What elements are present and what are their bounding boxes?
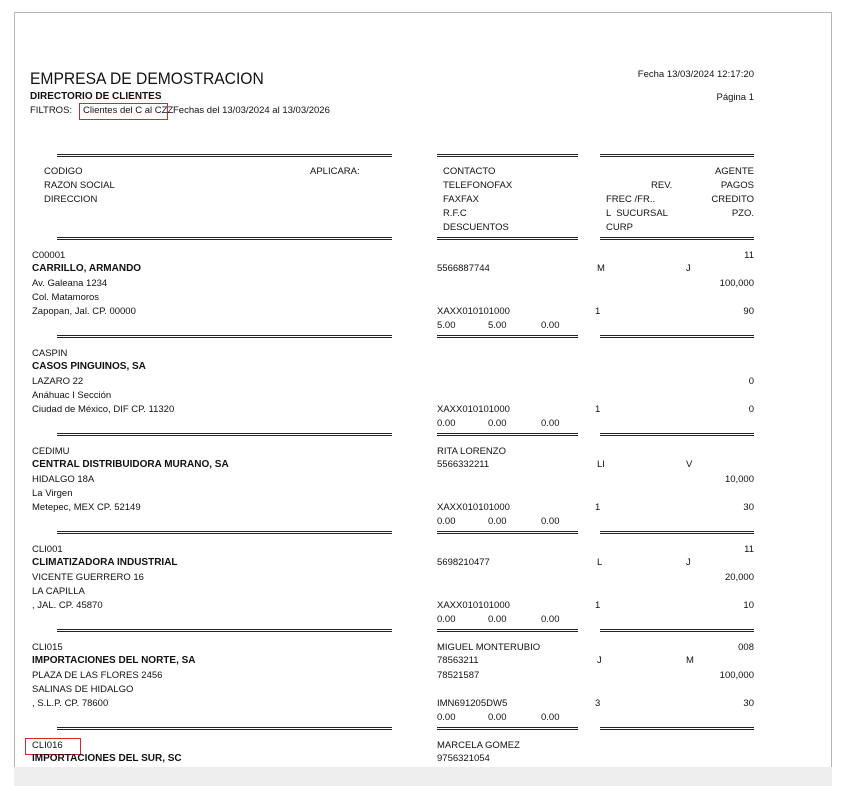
col-direccion: DIRECCION [44, 194, 98, 205]
client-address-3: Ciudad de México, DIF CP. 11320 [32, 404, 175, 415]
client-phone: 5566332211 [437, 459, 490, 470]
client-discount-1: 0.00 [437, 712, 456, 723]
col-pzo: PZO. [731, 208, 754, 219]
client-discount-2: 0.00 [488, 418, 507, 429]
client-address-1: HIDALGO 18A [32, 474, 95, 485]
client-agente: 11 [744, 250, 754, 261]
col-pagos: PAGOS [720, 180, 754, 191]
client-rev: M [597, 263, 605, 274]
record-rule-left [57, 727, 392, 730]
client-name: IMPORTACIONES DEL NORTE, SA [32, 655, 196, 666]
record-rule-mid [437, 727, 578, 730]
col-credito: CREDITO [711, 194, 754, 205]
client-credito: 100,000 [719, 278, 754, 289]
header-rule-1 [57, 154, 392, 157]
client-credito: 100,000 [719, 670, 754, 681]
client-address-2: LA CAPILLA [32, 586, 85, 597]
client-discount-3: 0.00 [541, 712, 560, 723]
page-number: Página 1 [716, 92, 754, 103]
client-discount-3: 0.00 [541, 418, 560, 429]
col-codigo: CODIGO [44, 166, 83, 177]
client-rfc: XAXX010101000 [437, 502, 510, 513]
header-rule-6 [600, 237, 754, 240]
col-sucursal: L SUCURSAL [606, 208, 668, 219]
client-address-3: Metepec, MEX CP. 52149 [32, 502, 141, 513]
client-address-3: , S.L.P. CP. 78600 [32, 698, 109, 709]
record-rule-mid [437, 335, 578, 338]
client-name: CLIMATIZADORA INDUSTRIAL [32, 557, 178, 568]
col-fax: FAXFAX [443, 194, 479, 205]
client-discount-3: 0.00 [541, 516, 560, 527]
client-code: CASPIN [32, 348, 68, 359]
client-pagos: M [686, 655, 694, 666]
record-rule-right [600, 727, 754, 730]
client-contact: RITA LORENZO [437, 446, 506, 457]
record-rule-mid [437, 433, 578, 436]
record-rule-left [57, 629, 392, 632]
client-phone: 9756321054 [437, 753, 490, 764]
record-rule-left [57, 531, 392, 534]
client-agente: 11 [744, 544, 754, 555]
client-code: CEDIMU [32, 446, 70, 457]
client-address-2: La Virgen [32, 488, 73, 499]
col-frec: FREC /FR.. [606, 194, 656, 205]
client-pagos: J [686, 263, 691, 274]
record-rule-left [57, 433, 392, 436]
col-curp: CURP [606, 222, 633, 233]
col-contacto: CONTACTO [443, 166, 496, 177]
client-discount-3: 0.00 [541, 320, 560, 331]
client-pzo: 30 [743, 698, 754, 709]
client-name: CASOS PINGUINOS, SA [32, 361, 146, 372]
col-descuentos: DESCUENTOS [443, 222, 509, 233]
client-address-2: SALINAS DE HIDALGO [32, 684, 134, 695]
client-contact: MIGUEL MONTERUBIO [437, 642, 541, 653]
header-rule-5 [437, 237, 578, 240]
header-rule-4 [57, 237, 392, 240]
client-address-1: LAZARO 22 [32, 376, 84, 387]
client-code: CLI016 [32, 740, 63, 751]
client-agente: 008 [738, 642, 754, 653]
client-code: C00001 [32, 250, 66, 261]
col-rfc: R.F.C [443, 208, 467, 219]
client-rfc: XAXX010101000 [437, 306, 510, 317]
record-rule-right [600, 335, 754, 338]
col-rev: REV. [651, 180, 673, 191]
record-rule-right [600, 531, 754, 534]
client-name: IMPORTACIONES DEL SUR, SC [32, 753, 182, 764]
client-rfc: XAXX010101000 [437, 404, 510, 415]
client-rev: LI [597, 459, 605, 470]
client-address-1: Av. Galeana 1234 [32, 278, 108, 289]
client-discount-1: 5.00 [437, 320, 456, 331]
client-rfc: IMN691205DW5 [437, 698, 508, 709]
client-address-2: Col. Matamoros [32, 292, 100, 303]
filter-dates: Fechas del 13/03/2024 al 13/03/2026 [173, 105, 330, 116]
client-pagos: V [686, 459, 693, 470]
client-code: CLI015 [32, 642, 63, 653]
client-phone: 5698210477 [437, 557, 490, 568]
client-discount-1: 0.00 [437, 516, 456, 527]
header-rule-3 [600, 154, 754, 157]
client-sucursal: 1 [595, 502, 601, 513]
report-title: DIRECTORIO DE CLIENTES [30, 91, 162, 102]
client-credito: 10,000 [724, 474, 754, 485]
client-discount-1: 0.00 [437, 418, 456, 429]
client-discount-2: 0.00 [488, 712, 507, 723]
client-discount-3: 0.00 [541, 614, 560, 625]
client-pagos: J [686, 557, 691, 568]
client-phone: 5566887744 [437, 263, 490, 274]
col-aplicara: APLICARA: [310, 166, 360, 177]
client-credito: 20,000 [724, 572, 754, 583]
client-discount-2: 0.00 [488, 516, 507, 527]
viewer-bottom-strip [14, 767, 832, 786]
client-pzo: 10 [743, 600, 754, 611]
col-razon-social: RAZON SOCIAL [44, 180, 115, 191]
filter-clients: Clientes del C al CZZ [83, 105, 174, 116]
client-discount-2: 5.00 [488, 320, 507, 331]
client-address-3: , JAL. CP. 45870 [32, 600, 103, 611]
record-rule-right [600, 629, 754, 632]
client-pzo: 0 [748, 404, 754, 415]
client-sucursal: 1 [595, 600, 601, 611]
client-name: CARRILLO, ARMANDO [32, 263, 142, 274]
report-date: Fecha 13/03/2024 12:17:20 [637, 69, 754, 80]
client-rev: L [597, 557, 603, 568]
client-pzo: 90 [743, 306, 754, 317]
client-sucursal: 3 [595, 698, 601, 709]
client-sucursal: 1 [595, 404, 601, 415]
header-rule-2 [437, 154, 578, 157]
record-rule-mid [437, 629, 578, 632]
filters-label: FILTROS: [30, 105, 73, 116]
client-fax: 78521587 [437, 670, 480, 681]
col-agente: AGENTE [714, 166, 754, 177]
client-address-2: Anáhuac I Sección [32, 390, 112, 401]
record-rule-left [57, 335, 392, 338]
record-rule-mid [437, 531, 578, 534]
record-rule-right [600, 433, 754, 436]
col-telefono: TELEFONOFAX [443, 180, 513, 191]
client-contact: MARCELA GOMEZ [437, 740, 520, 751]
client-code: CLI001 [32, 544, 63, 555]
client-address-3: Zapopan, Jal. CP. 00000 [32, 306, 136, 317]
company-name: EMPRESA DE DEMOSTRACION [30, 69, 264, 88]
client-address-1: VICENTE GUERRERO 16 [32, 572, 144, 583]
client-rev: J [597, 655, 602, 666]
client-address-1: PLAZA DE LAS FLORES 2456 [32, 670, 163, 681]
client-name: CENTRAL DISTRIBUIDORA MURANO, SA [32, 459, 229, 470]
client-rfc: XAXX010101000 [437, 600, 510, 611]
client-credito: 0 [748, 376, 754, 387]
client-discount-2: 0.00 [488, 614, 507, 625]
client-pzo: 30 [743, 502, 754, 513]
client-phone: 78563211 [437, 655, 479, 666]
client-discount-1: 0.00 [437, 614, 456, 625]
client-sucursal: 1 [595, 306, 601, 317]
